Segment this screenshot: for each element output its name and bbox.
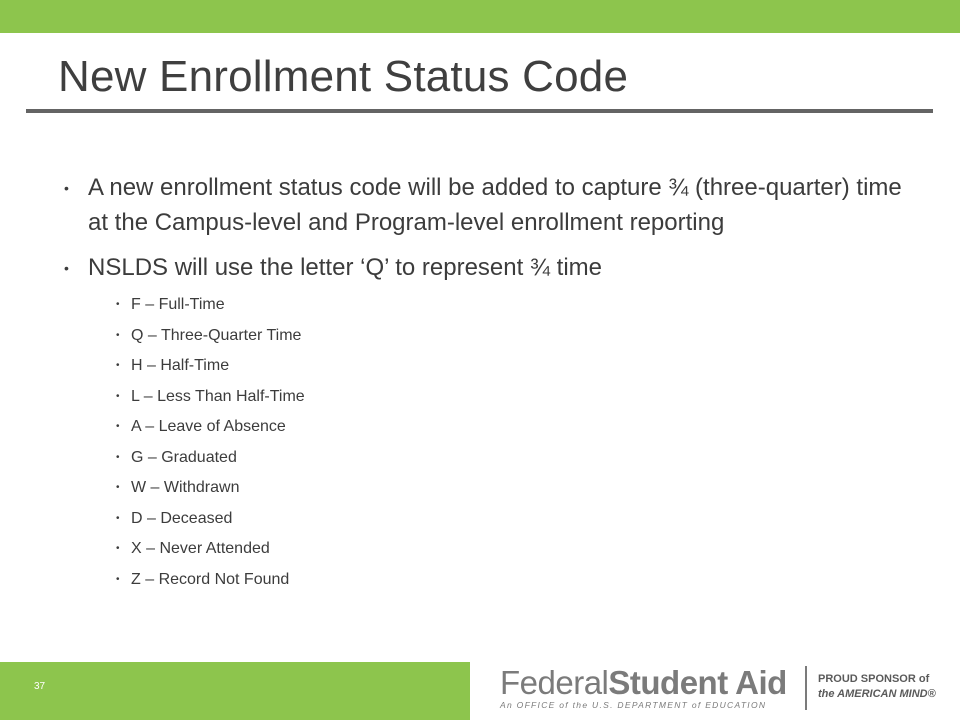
- logo-wordmark: [500, 664, 787, 702]
- slide-body: [64, 170, 914, 600]
- status-code-text: W – Withdrawn: [131, 479, 240, 496]
- federal-student-aid-logo: [500, 664, 787, 710]
- status-code-item: [116, 448, 914, 468]
- sponsor-line-1: PROUD SPONSOR of: [818, 673, 930, 685]
- status-code-list: [116, 295, 914, 590]
- top-accent-bar: [0, 0, 960, 33]
- status-code-text: X – Never Attended: [131, 540, 270, 557]
- bullet-item: [64, 170, 914, 240]
- status-code-item: [116, 539, 914, 559]
- page-number: 37: [34, 681, 46, 692]
- status-code-item: [116, 417, 914, 437]
- status-code-text: G – Graduated: [131, 448, 237, 466]
- status-code-item: [116, 356, 914, 376]
- bullet-dot-icon: •: [116, 329, 120, 341]
- bullet-dot-icon: •: [116, 299, 120, 310]
- status-code-item: [116, 570, 914, 590]
- bullet-dot-icon: •: [116, 421, 120, 432]
- bullet-dot-icon: •: [116, 512, 120, 524]
- bullet-dot-icon: •: [116, 573, 120, 585]
- bullet-dot-icon: •: [116, 390, 120, 402]
- logo-divider: [805, 666, 807, 710]
- status-code-text: H – Half-Time: [131, 357, 230, 374]
- footer-accent-bar: [0, 662, 470, 720]
- status-code-text: Z – Record Not Found: [131, 570, 290, 588]
- status-code-text: Q – Three-Quarter Time: [131, 326, 302, 344]
- bullet-item: [64, 250, 914, 285]
- logo-tagline: An OFFICE of the U.S. DEPARTMENT of EDUCATION: [500, 700, 767, 710]
- bullet-dot-icon: •: [64, 260, 69, 276]
- status-code-item: [116, 295, 914, 315]
- sponsor-text: [818, 672, 936, 702]
- bullet-dot-icon: •: [116, 451, 120, 463]
- logo-regular-text: Federal: [500, 664, 609, 701]
- bullet-text: A new enrollment status code will be added to capture ¾ (three-quarter) time at the Campus-level and Program-level enrollment reporting: [88, 174, 902, 236]
- sponsor-line-2: the AMERICAN MIND®: [818, 688, 936, 700]
- status-code-text: A – Leave of Absence: [131, 418, 286, 435]
- bullet-dot-icon: •: [116, 360, 120, 371]
- status-code-item: [116, 478, 914, 498]
- status-code-item: [116, 509, 914, 529]
- slide-title: New Enrollment Status Code: [58, 52, 629, 101]
- bullet-dot-icon: •: [64, 180, 69, 196]
- status-code-item: [116, 387, 914, 407]
- title-divider: [26, 109, 933, 113]
- status-code-item: [116, 326, 914, 346]
- status-code-text: L – Less Than Half-Time: [131, 387, 305, 405]
- status-code-text: D – Deceased: [131, 509, 233, 527]
- logo-bold-text: Student Aid: [608, 664, 787, 701]
- bullet-text: NSLDS will use the letter ‘Q’ to represent ¾ time: [88, 254, 602, 281]
- bullet-dot-icon: •: [116, 482, 120, 493]
- status-code-text: F – Full-Time: [131, 296, 225, 313]
- bullet-dot-icon: •: [116, 543, 120, 554]
